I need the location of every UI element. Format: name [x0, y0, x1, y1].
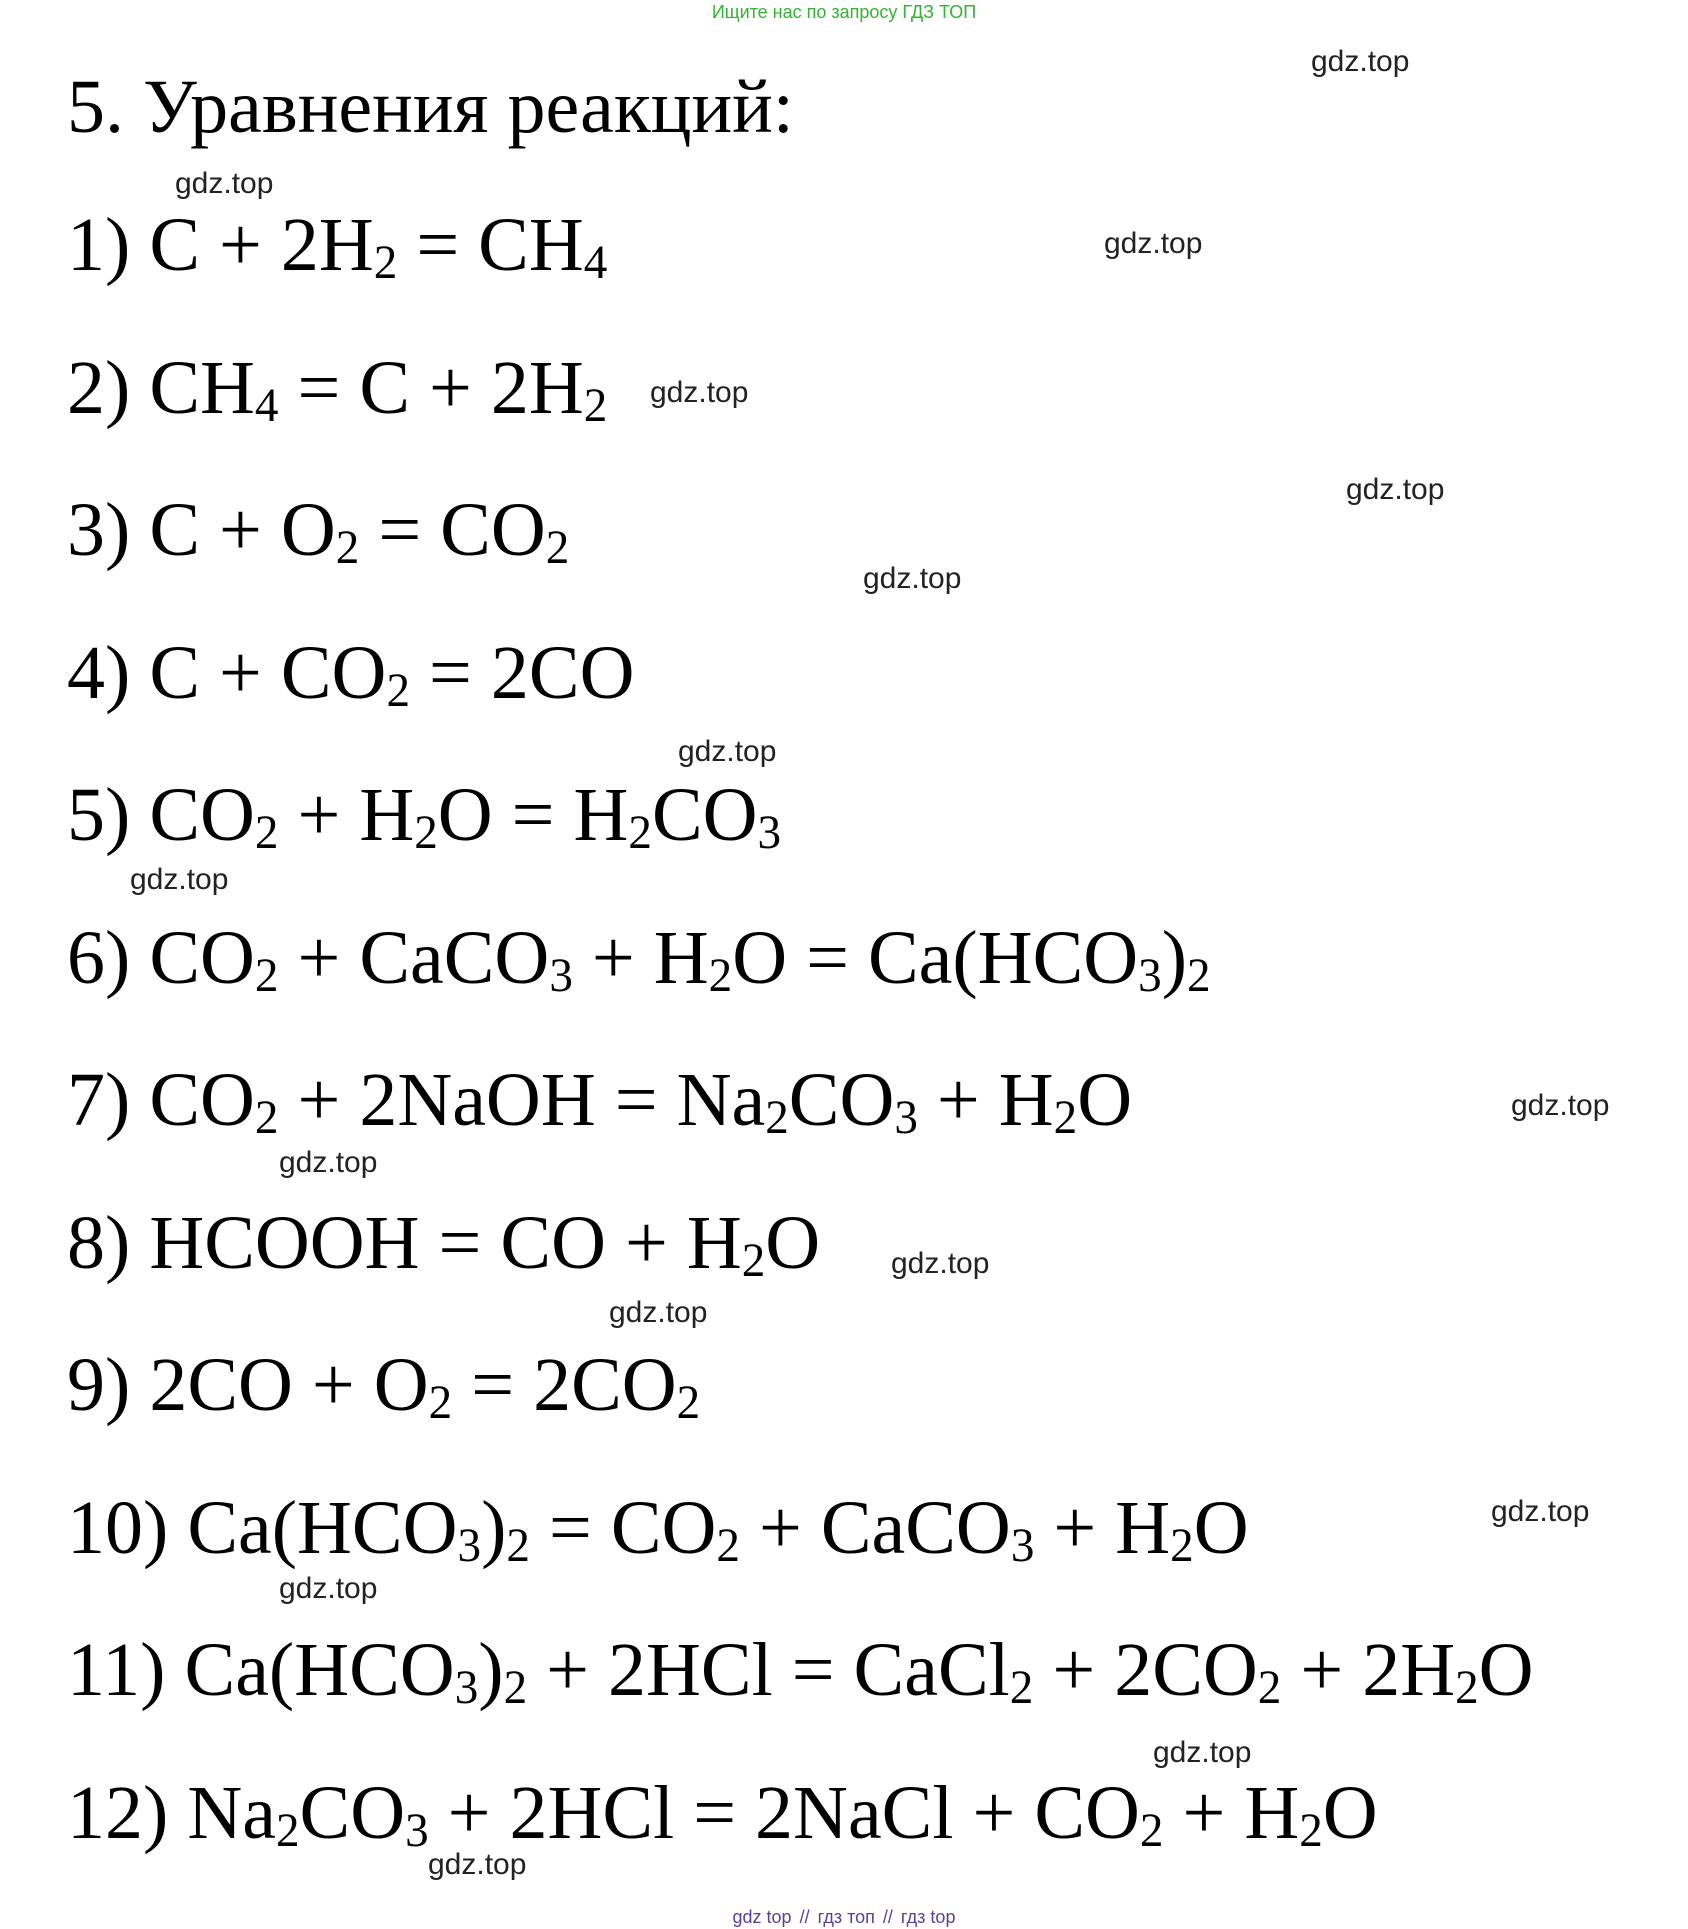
watermark: gdz.top: [1153, 1736, 1252, 1769]
formula-text: + H: [572, 915, 709, 1000]
subscript: 2: [275, 1804, 300, 1857]
equation-number: 4): [67, 630, 150, 715]
formula-text: CO: [788, 1058, 895, 1142]
formula-text: = C + 2H: [278, 345, 584, 430]
equation-number: 6): [67, 915, 150, 1000]
formula-text: ): [478, 1628, 504, 1712]
formula-text: = CH: [397, 203, 584, 287]
formula-text: CO: [299, 1770, 406, 1855]
equation-9: [67, 1340, 700, 1430]
subscript: 3: [457, 1519, 482, 1572]
watermark: gdz.top: [678, 735, 777, 768]
subscript: 2: [1187, 949, 1211, 1002]
formula-text: CO: [149, 915, 255, 1000]
subscript: 2: [1170, 1519, 1194, 1572]
formula-text: O: [765, 1200, 821, 1285]
formula-text: CO: [651, 773, 758, 857]
equation-4: [67, 628, 634, 718]
equation-12: [67, 1768, 1378, 1858]
subscript: 2: [708, 949, 733, 1002]
subscript: 2: [1455, 1662, 1479, 1715]
subscript: 3: [405, 1804, 429, 1857]
equation-3: [67, 485, 569, 575]
subscript: 2: [1299, 1804, 1323, 1857]
formula-text: HCOOH = CO + H: [149, 1200, 742, 1285]
formula-text: CO: [149, 773, 255, 857]
watermark: gdz.top: [279, 1572, 378, 1605]
formula-text: + H: [917, 1058, 1054, 1142]
footer: [0, 1906, 1688, 1928]
equation-2: [67, 343, 607, 433]
watermark: gdz.top: [1491, 1495, 1590, 1528]
subscript: 2: [545, 522, 570, 575]
equation-8: [67, 1198, 820, 1288]
watermark: gdz.top: [175, 167, 274, 200]
subscript: 2: [386, 664, 411, 717]
page-title: 5. Уравнения реакций:: [67, 65, 794, 149]
formula-text: O: [1193, 1485, 1249, 1570]
subscript: 4: [254, 379, 279, 432]
equation-1: [67, 200, 607, 290]
watermark: gdz.top: [1346, 473, 1445, 506]
subscript: 4: [583, 237, 608, 290]
footer-link-gdz-top-ru[interactable]: гдз топ: [817, 1907, 875, 1927]
formula-text: O: [1077, 1058, 1133, 1142]
equation-number: 9): [67, 1343, 150, 1427]
footer-link-gdz-top-mixed[interactable]: гдз top: [900, 1907, 956, 1927]
formula-text: C + O: [149, 488, 336, 572]
formula-text: O = H: [437, 773, 629, 857]
formula-text: = CO: [359, 488, 546, 572]
formula-text: = 2CO: [410, 630, 635, 715]
formula-text: = 2CO: [452, 1343, 677, 1427]
subscript: 3: [549, 949, 573, 1002]
subscript: 3: [1010, 1519, 1035, 1572]
formula-text: Ca(HCO: [187, 1485, 458, 1570]
formula-text: + 2HCl = CaCl: [527, 1628, 1010, 1712]
formula-text: + 2H: [1281, 1628, 1456, 1712]
subscript: 2: [254, 807, 279, 860]
subscript: 2: [1009, 1662, 1034, 1715]
formula-text: + 2CO: [1033, 1628, 1258, 1712]
equation-10: [67, 1483, 1249, 1573]
equation-number: 8): [67, 1200, 150, 1285]
watermark: gdz.top: [130, 863, 229, 896]
formula-text: O: [1322, 1770, 1378, 1855]
subscript: 3: [454, 1662, 479, 1715]
formula-text: + H: [1034, 1485, 1171, 1570]
footer-link-gdz-top[interactable]: gdz top: [732, 1907, 792, 1927]
equation-number: 11): [67, 1628, 185, 1712]
subscript: 2: [1139, 1804, 1164, 1857]
watermark: gdz.top: [1104, 227, 1203, 260]
equation-number: 7): [67, 1058, 150, 1142]
subscript: 3: [894, 1092, 918, 1145]
subscript: 2: [503, 1662, 528, 1715]
subscript: 3: [757, 807, 782, 860]
subscript: 2: [583, 379, 608, 432]
subscript: 2: [716, 1519, 740, 1572]
subscript: 2: [506, 1519, 530, 1572]
equation-number: 5): [67, 773, 150, 857]
top-banner: Ищите нас по запросу ГДЗ ТОП: [711, 2, 977, 22]
formula-text: CO: [149, 1058, 255, 1142]
formula-text: 2CO + O: [149, 1343, 429, 1427]
footer-separator: //: [799, 1907, 810, 1927]
subscript: 2: [254, 1092, 279, 1145]
formula-text: + CaCO: [278, 915, 550, 1000]
watermark: gdz.top: [609, 1296, 708, 1329]
subscript: 2: [628, 807, 652, 860]
formula-text: CH: [149, 345, 255, 430]
formula-text: + H: [278, 773, 415, 857]
equation-11: [67, 1625, 1534, 1715]
formula-text: ): [481, 1485, 507, 1570]
formula-text: + H: [1163, 1770, 1300, 1855]
equation-number: 10): [67, 1485, 188, 1570]
subscript: 2: [676, 1377, 701, 1430]
subscript: 3: [1138, 949, 1162, 1002]
formula-text: Na: [187, 1770, 276, 1855]
subscript: 2: [1053, 1092, 1078, 1145]
watermark: gdz.top: [279, 1146, 378, 1179]
equation-number: 12): [67, 1770, 188, 1855]
watermark: gdz.top: [428, 1848, 527, 1881]
equation-6: [67, 913, 1211, 1003]
formula-text: O: [1478, 1628, 1534, 1712]
subscript: 2: [373, 237, 398, 290]
subscript: 2: [1257, 1662, 1282, 1715]
formula-text: + CaCO: [739, 1485, 1011, 1570]
subscript: 2: [765, 1092, 789, 1145]
footer-separator: //: [882, 1907, 893, 1927]
equation-number: 2): [67, 345, 150, 430]
watermark: gdz.top: [863, 562, 962, 595]
subscript: 2: [428, 1377, 453, 1430]
equation-5: [67, 770, 781, 860]
equation-number: 3): [67, 488, 150, 572]
formula-text: C + 2H: [149, 203, 374, 287]
formula-text: + 2NaOH = Na: [278, 1058, 766, 1142]
subscript: 2: [335, 522, 360, 575]
subscript: 2: [741, 1234, 766, 1287]
formula-text: + 2HCl = 2NaCl + CO: [428, 1770, 1140, 1855]
watermark: gdz.top: [1311, 45, 1410, 78]
subscript: 2: [254, 949, 279, 1002]
formula-text: = CO: [529, 1485, 717, 1570]
watermark: gdz.top: [1511, 1089, 1610, 1122]
equation-7: [67, 1055, 1132, 1145]
formula-text: C + CO: [149, 630, 387, 715]
subscript: 2: [414, 807, 438, 860]
formula-text: O = Ca(HCO: [732, 915, 1139, 1000]
formula-text: ): [1161, 915, 1188, 1000]
watermark: gdz.top: [891, 1247, 990, 1280]
formula-text: Ca(HCO: [184, 1628, 455, 1712]
watermark: gdz.top: [650, 376, 749, 409]
equation-number: 1): [67, 203, 150, 287]
